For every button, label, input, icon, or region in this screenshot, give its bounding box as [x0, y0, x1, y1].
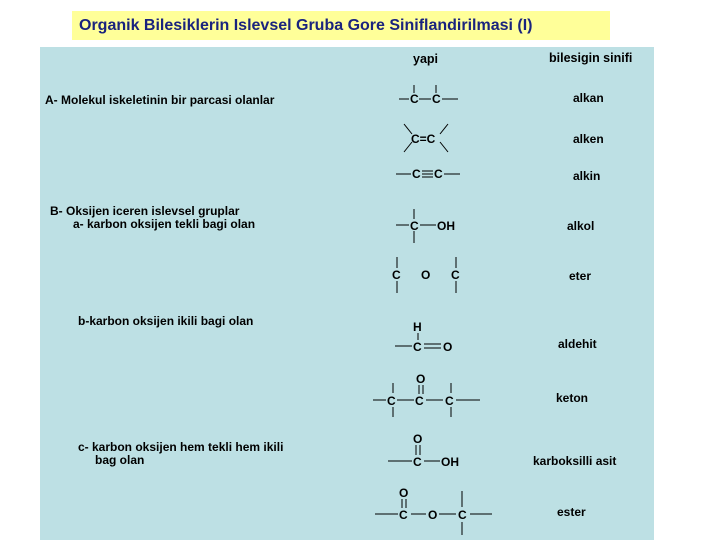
structure-diagrams	[40, 47, 654, 540]
section-b-label: B- Oksijen iceren islevsel gruplar	[50, 204, 240, 218]
hydrogen-label: H	[413, 320, 422, 334]
hydroxyl-label: OH	[441, 455, 459, 469]
carbon-label: C	[392, 268, 401, 282]
structure-alkol	[396, 209, 455, 243]
structure-keton	[373, 372, 480, 417]
carbon-label: C	[434, 167, 443, 181]
carbon-label: C	[410, 92, 419, 106]
structure-aldehit	[395, 320, 452, 354]
structure-karboksilli-asit	[388, 432, 459, 469]
oxygen-label: O	[428, 508, 438, 522]
header-class: bilesigin sinifi	[549, 51, 633, 65]
oxygen-label: O	[421, 268, 431, 282]
hydroxyl-label: OH	[437, 219, 455, 233]
structure-eter	[392, 257, 460, 293]
carbon-label: C	[445, 394, 454, 408]
class-eter: eter	[569, 269, 592, 283]
section-b-b-label: b-karbon oksijen ikili bagi olan	[78, 314, 254, 328]
classification-table	[40, 47, 654, 540]
carbon-label: C	[412, 167, 421, 181]
carbon-label: C	[432, 92, 441, 106]
carbon-label: C	[413, 340, 422, 354]
class-alkan: alkan	[573, 91, 604, 105]
carbon-label: C	[458, 508, 467, 522]
section-b-c-label-1: c- karbon oksijen hem tekli hem ikili	[78, 440, 284, 454]
section-b-a-label: a- karbon oksijen tekli bagi olan	[73, 217, 256, 231]
carbon-label: C	[399, 508, 408, 522]
class-alken: alken	[573, 132, 604, 146]
structure-alkin	[396, 167, 460, 181]
class-alkol: alkol	[567, 219, 595, 233]
class-ester: ester	[557, 505, 586, 519]
oxygen-label: O	[399, 486, 409, 500]
class-keton: keton	[556, 391, 589, 405]
carbon-label: C	[413, 455, 422, 469]
oxygen-label: O	[416, 372, 426, 386]
double-bond-label: C=C	[411, 132, 436, 146]
section-b-c-label-2: bag olan	[95, 453, 145, 467]
slide-title: Organik Bilesiklerin Islevsel Gruba Gore Siniflandirilmasi (I)	[72, 11, 610, 40]
carbon-label: C	[387, 394, 396, 408]
section-a-label: A- Molekul iskeletinin bir parcasi olanlar	[45, 93, 275, 107]
structure-ester	[375, 486, 492, 535]
oxygen-label: O	[413, 432, 423, 446]
header-structure: yapi	[413, 52, 439, 66]
carbon-label: C	[451, 268, 460, 282]
structure-alken	[404, 124, 448, 152]
oxygen-label: O	[443, 340, 453, 354]
class-karboksilli-asit: karboksilli asit	[533, 454, 617, 468]
carbon-label: C	[415, 394, 424, 408]
class-aldehit: aldehit	[558, 337, 597, 351]
carbon-label: C	[410, 219, 419, 233]
structure-alkan	[399, 85, 458, 106]
class-alkin: alkin	[573, 169, 601, 183]
